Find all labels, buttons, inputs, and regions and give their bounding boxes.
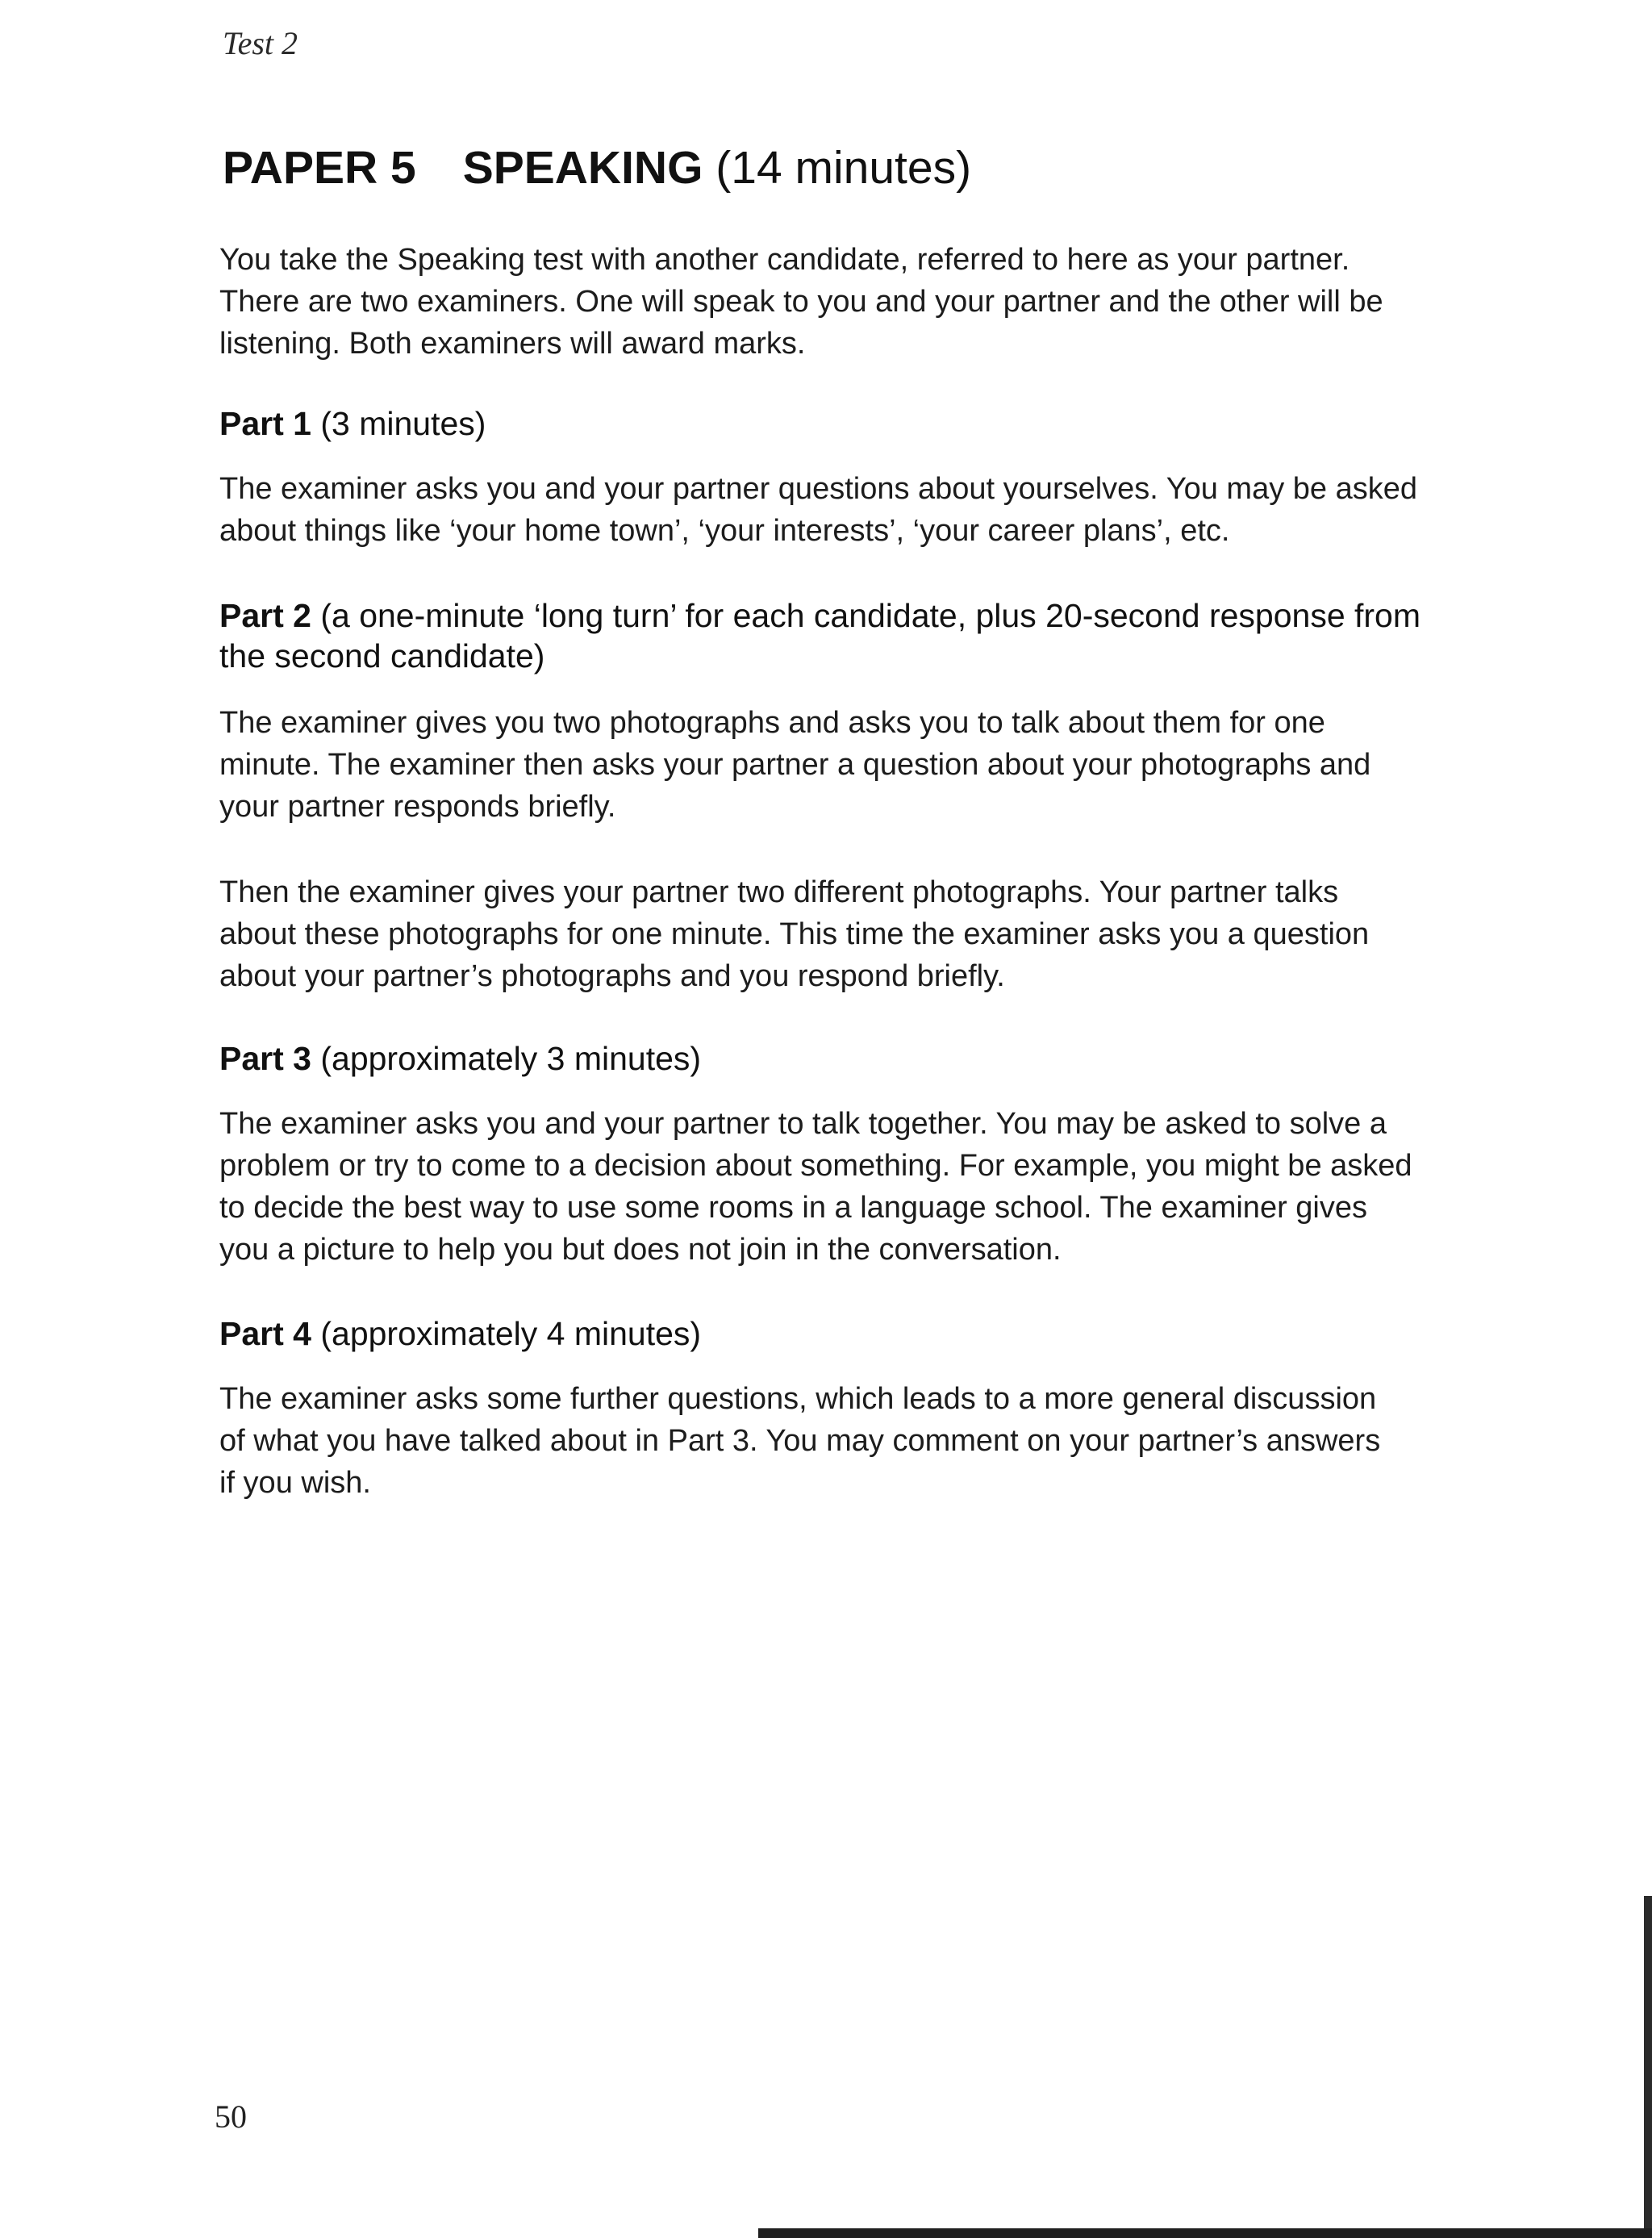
- text-line: listening. Both examiners will award marks.: [219, 327, 806, 361]
- text-line: The examiner asks you and your partner questions about yourselves. You may be asked: [219, 472, 1417, 506]
- part-1-body: [219, 468, 1558, 552]
- part-label: Part 4: [219, 1315, 311, 1352]
- part-4-heading: [219, 1313, 1558, 1354]
- text-line: you a picture to help you but does not join in the conversation.: [219, 1233, 1062, 1267]
- part-1-heading: [219, 403, 1558, 444]
- text-line: your partner responds briefly.: [219, 790, 616, 824]
- duration-label: (14 minutes): [715, 142, 972, 194]
- part-2-body-b: [219, 871, 1558, 997]
- part-label: Part 1: [219, 405, 311, 442]
- scan-edge-right: [1644, 1896, 1652, 2238]
- part-2-body-a: [219, 702, 1558, 828]
- text-line: The examiner asks some further questions, which leads to a more general discussion: [219, 1382, 1377, 1416]
- paper-label: PAPER 5: [223, 142, 416, 194]
- part-duration: (a one-minute ‘long turn’ for each candidate, plus 20-second response from: [320, 597, 1421, 634]
- part-2-paragraph-2: [219, 871, 1558, 997]
- part-4-body: [219, 1378, 1558, 1504]
- part-3-body: [219, 1103, 1558, 1271]
- part-duration: (approximately 3 minutes): [320, 1040, 702, 1077]
- part-1-paragraph: [219, 468, 1558, 552]
- part-4-paragraph: [219, 1378, 1558, 1504]
- part-4-heading-block: [219, 1313, 1558, 1354]
- part-2-heading: [219, 595, 1558, 676]
- text-line: The examiner gives you two photographs and asks you to talk about them for one: [219, 706, 1325, 740]
- part-duration-continued: the second candidate): [219, 637, 545, 674]
- paper-title: [223, 141, 971, 194]
- text-line: minute. The examiner then asks your partner a question about your photographs and: [219, 748, 1371, 782]
- part-2-heading-block: [219, 595, 1558, 676]
- text-line: about things like ‘your home town’, ‘your interests’, ‘your career plans’, etc.: [219, 514, 1230, 548]
- part-label: Part 2: [219, 597, 311, 634]
- text-line: Then the examiner gives your partner two different photographs. Your partner talks: [219, 875, 1339, 909]
- part-label: Part 3: [219, 1040, 311, 1077]
- scan-edge-bottom: [758, 2228, 1652, 2238]
- text-line: to decide the best way to use some rooms in a language school. The examiner gives: [219, 1191, 1367, 1225]
- part-3-heading-block: [219, 1038, 1558, 1079]
- running-head: Test 2: [223, 25, 298, 61]
- section-label: SPEAKING: [462, 142, 703, 194]
- part-3-paragraph: [219, 1103, 1558, 1271]
- part-duration: (approximately 4 minutes): [320, 1315, 702, 1352]
- part-3-heading: [219, 1038, 1558, 1079]
- part-1-heading-block: [219, 403, 1558, 444]
- page-number: 50: [215, 2098, 247, 2135]
- part-2-paragraph-1: [219, 702, 1558, 828]
- text-line: of what you have talked about in Part 3. You may comment on your partner’s answers: [219, 1424, 1381, 1458]
- text-line: problem or try to come to a decision about something. For example, you might be asked: [219, 1149, 1412, 1183]
- text-line: There are two examiners. One will speak to you and your partner and the other will be: [219, 285, 1383, 319]
- text-line: You take the Speaking test with another candidate, referred to here as your partner.: [219, 243, 1350, 277]
- part-duration: (3 minutes): [320, 405, 486, 442]
- text-line: The examiner asks you and your partner to talk together. You may be asked to solve a: [219, 1107, 1387, 1141]
- text-line: about your partner’s photographs and you respond briefly.: [219, 959, 1005, 993]
- text-line: if you wish.: [219, 1466, 371, 1500]
- intro-paragraph: [219, 239, 1558, 365]
- text-line: about these photographs for one minute. This time the examiner asks you a question: [219, 917, 1370, 951]
- intro-block: [219, 239, 1558, 365]
